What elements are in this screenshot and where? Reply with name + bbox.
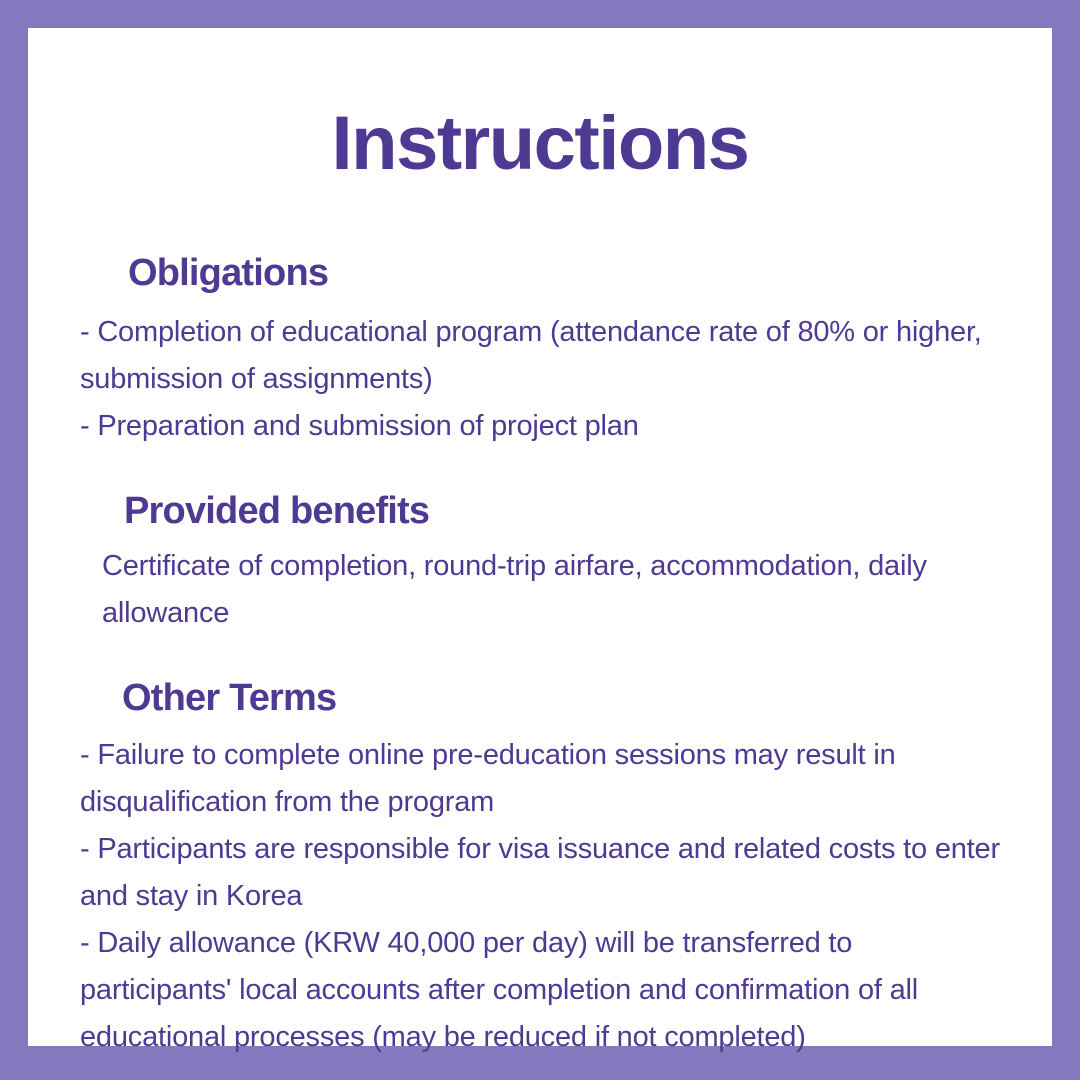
- section-heading-other-terms: Other Terms: [122, 676, 337, 719]
- body-line: participants' local accounts after completion and confirmation of all: [80, 973, 919, 1006]
- body-line: - Failure to complete online pre-education sessions may result in: [80, 738, 896, 771]
- body-line: and stay in Korea: [80, 879, 303, 912]
- section-body-provided-benefits: [80, 543, 1000, 637]
- section-body-other-terms: [80, 732, 1000, 1061]
- section-obligations: [80, 252, 1000, 450]
- body-line: - Participants are responsible for visa issuance and related costs to enter: [80, 832, 1000, 865]
- section-body-obligations: [80, 309, 1000, 450]
- section-other-terms: [80, 677, 1000, 1061]
- body-line: submission of assignments): [80, 362, 433, 395]
- body-line: - Daily allowance (KRW 40,000 per day) will be transferred to: [80, 926, 853, 959]
- body-line: Certificate of completion, round-trip airfare, accommodation, daily: [102, 549, 927, 582]
- body-line: allowance: [102, 596, 230, 629]
- body-line: disqualification from the program: [80, 785, 495, 818]
- content-card: [28, 28, 1052, 1053]
- section-heading-provided-benefits: Provided benefits: [124, 489, 430, 532]
- body-line: - Completion of educational program (attendance rate of 80% or higher,: [80, 316, 982, 348]
- body-line: educational processes (may be reduced if not completed): [80, 1020, 806, 1053]
- section-heading-obligations: Obligations: [128, 252, 329, 294]
- section-provided-benefits: [80, 490, 1000, 637]
- page-title: Instructions: [331, 101, 749, 186]
- body-line: - Preparation and submission of project plan: [80, 409, 639, 442]
